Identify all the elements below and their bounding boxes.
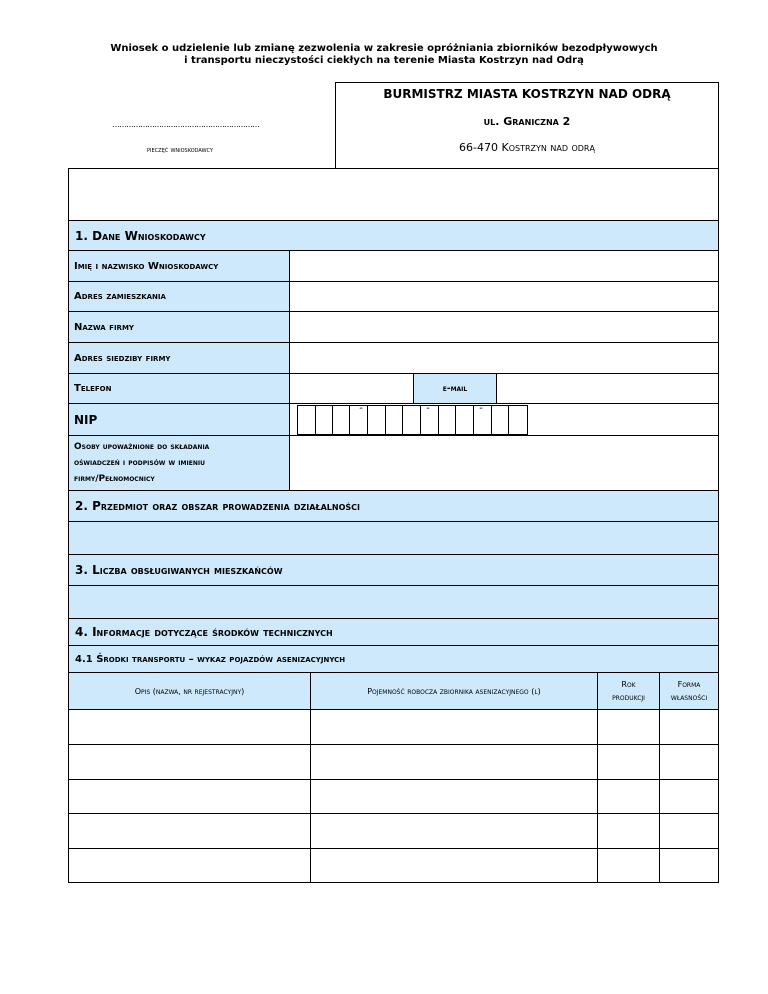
table-cell-description[interactable] (68, 848, 311, 883)
table-cell-year[interactable] (597, 744, 660, 780)
phone-field[interactable] (289, 373, 414, 404)
column-header-ownership (659, 672, 719, 710)
table-cell-capacity[interactable] (310, 744, 598, 780)
table-cell-capacity[interactable] (310, 779, 598, 814)
address-field[interactable] (289, 281, 719, 312)
table-cell-year[interactable] (597, 813, 660, 849)
table-row (68, 779, 719, 813)
table-cell-ownership[interactable] (659, 779, 719, 814)
blank-registration-box (68, 168, 719, 221)
table-cell-description[interactable] (68, 744, 311, 780)
authorized-persons-field[interactable] (289, 435, 719, 491)
table-cell-year[interactable] (597, 779, 660, 814)
table-cell-description[interactable] (68, 709, 311, 745)
stamp-label: pieczęć wnioskodawcy (147, 146, 213, 154)
table-cell-year[interactable] (597, 709, 660, 745)
column-header-year-line1: Rok (621, 680, 636, 689)
table-row (68, 744, 719, 779)
addressee-city: 66-470 Kostrzyn nad odrą (459, 141, 595, 154)
applicant-name-field[interactable] (289, 250, 719, 282)
column-header-description: Opis (nazwa, nr rejestracyjny) (68, 672, 311, 710)
nip-separator: - (359, 403, 363, 414)
section3-header: 3. Liczba obsługiwanych mieszkańców (68, 554, 719, 586)
table-cell-ownership[interactable] (659, 744, 719, 780)
document-title-line2: i transportu nieczystości ciekłych na terenie Miasta Kostrzyn nad Odrą (184, 55, 584, 66)
nip-separator: - (479, 403, 483, 414)
addressee-street: ul. Graniczna 2 (483, 115, 571, 128)
column-header-ownership-line1: Forma (677, 680, 701, 689)
label-authorized-line1: Osoby upoważnione do składania (74, 442, 210, 452)
table-row (68, 709, 719, 744)
table-cell-ownership[interactable] (659, 709, 719, 745)
label-email: e-mail (413, 373, 497, 404)
table-row (68, 848, 719, 882)
email-field[interactable] (496, 373, 719, 404)
section2-header: 2. Przedmiot oraz obszar prowadzenia działalności (68, 490, 719, 522)
table-cell-capacity[interactable] (310, 848, 598, 883)
label-company-address: Adres siedziby firmy (68, 342, 290, 374)
section1-header: 1. Dane Wnioskodawcy (68, 220, 719, 251)
table-cell-description[interactable] (68, 813, 311, 849)
label-nip: NIP (68, 403, 290, 436)
table-cell-capacity[interactable] (310, 709, 598, 745)
column-header-year (597, 672, 660, 710)
section4-subheader: 4.1 Środki transportu – wykaz pojazdów asenizacyjnych (68, 645, 719, 673)
vehicles-table-body (68, 709, 719, 882)
column-header-capacity: Pojemność robocza zbiornika asenizacyjnego (l) (310, 672, 598, 710)
label-authorized-persons (68, 435, 290, 491)
nip-separator: - (426, 403, 430, 414)
section4-header: 4. Informacje dotyczące środków technicznych (68, 618, 719, 646)
table-cell-capacity[interactable] (310, 813, 598, 849)
table-row (68, 813, 719, 848)
stamp-dotted-line: ……………………………………………………… (112, 120, 259, 129)
label-address: Adres zamieszkania (68, 281, 290, 312)
section2-field[interactable] (68, 521, 719, 555)
table-cell-ownership[interactable] (659, 813, 719, 849)
label-applicant-name: Imię i nazwisko Wnioskodawcy (68, 250, 290, 282)
label-phone: Telefon (68, 373, 290, 404)
label-authorized-line2: oświadczeń i podpisów w imieniu (74, 458, 205, 468)
document-title-line1: Wniosek o udzielenie lub zmianę zezwolenia w zakresie opróżniania zbiorników bezodpływowych (110, 43, 658, 54)
label-company-name: Nazwa firmy (68, 311, 290, 343)
nip-digits[interactable] (297, 405, 528, 435)
company-address-field[interactable] (289, 342, 719, 374)
label-authorized-line3: firmy/Pełnomocnicy (74, 474, 155, 484)
column-header-ownership-line2: własności (670, 693, 708, 702)
table-cell-ownership[interactable] (659, 848, 719, 883)
company-name-field[interactable] (289, 311, 719, 343)
table-cell-description[interactable] (68, 779, 311, 814)
section3-field[interactable] (68, 585, 719, 619)
column-header-year-line2: produkcji (612, 693, 645, 702)
table-cell-year[interactable] (597, 848, 660, 883)
addressee-name: BURMISTRZ MIASTA KOSTRZYN NAD ODRĄ (383, 87, 671, 101)
